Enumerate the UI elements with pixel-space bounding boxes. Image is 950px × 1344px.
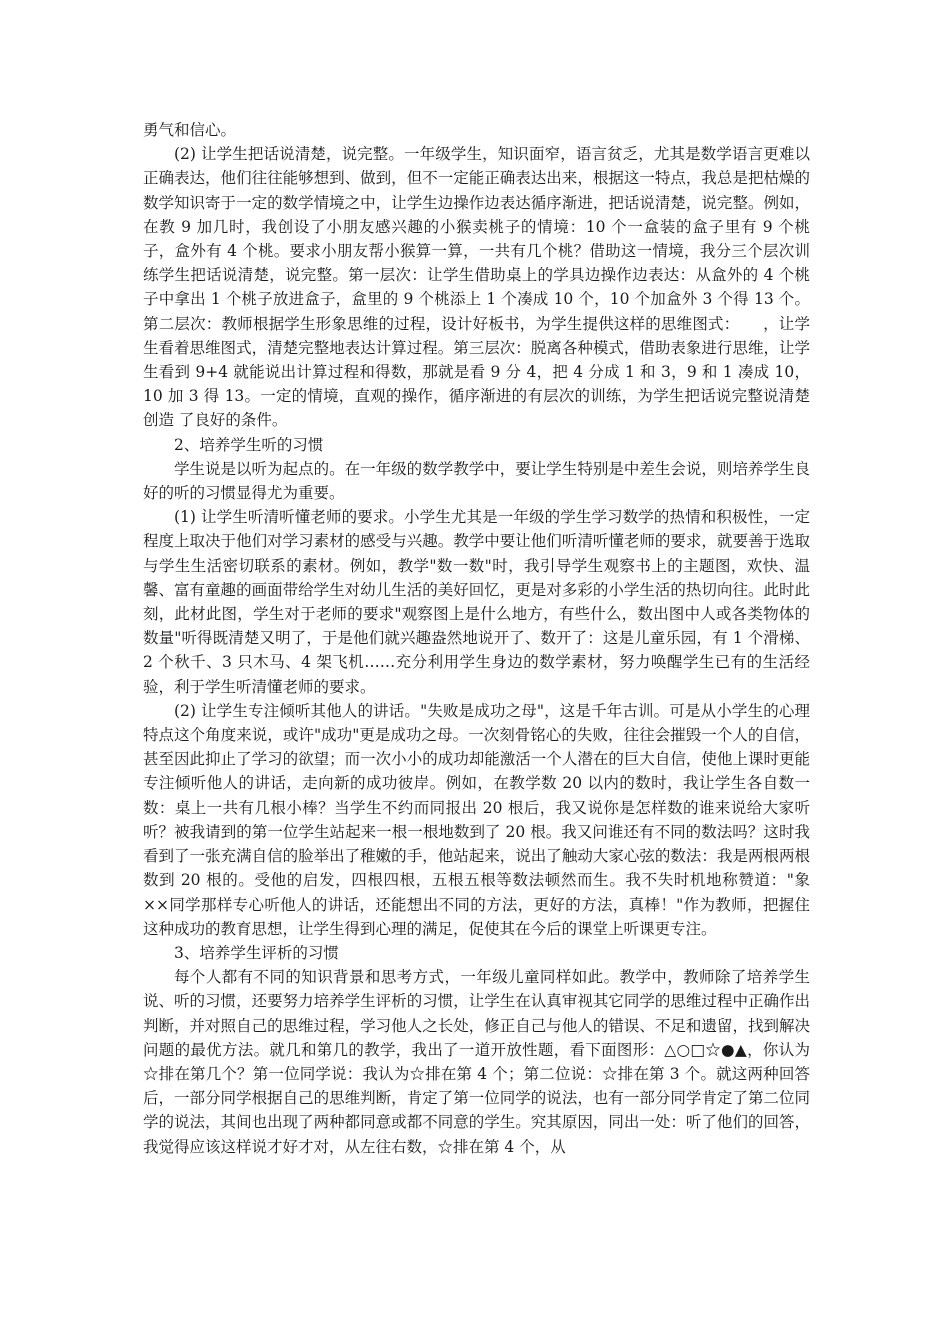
paragraph: (2) 让学生专注倾听其他人的讲话。"失败是成功之母"，这是千年古训。可是从小学生的心理特点这个角度来说，或许"成功"更是成功之母。一次刻骨铭心的失败，往往会摧毁一个人的自信，甚至因此抑止了学习的欲望；而一次小小的成功却能激活一个人潜在的巨大自信，使他上课时更能专注倾听他人的讲话，走向新的成功彼岸。例如，在教学数 20 以内的数时，我让学生各自数一数：桌上一共有几根小棒？当学生不约而同报出 20 根后，我又说你是怎样数的谁来说给大家听听？被我请到的第一位学生站起来一根一根地数到了 20 根。我又问谁还有不同的数法吗？这时我看到了一张充满自信的脸举出了稚嫩的手，他站起来，说出了触动大家心弦的数法：我是两根两根数到 20 根的。受他的启发，四根四根，五根五根等数法顿然而生。我不失时机地称赞道："象××同学那样专心听他人的讲话，还能想出不同的方法，更好的方法，真棒！"作为教师，把握住这种成功的教育思想，让学生得到心理的满足，促使其在今后的课堂上听课更专注。 <box>143 701 810 938</box>
paragraph: 学生说是以听为起点的。在一年级的数学教学中，要让学生特别是中差生会说，则培养学生良好的听的习惯显得尤为重要。 <box>143 459 810 503</box>
section-heading: 2、培养学生听的习惯 <box>174 435 324 454</box>
section-heading: 3、培养学生评析的习惯 <box>174 943 339 962</box>
paragraph: (2) 让学生把话说清楚，说完整。一年级学生，知识面窄，语言贫乏，尤其是数学语言更难以正确表达，他们往往能够想到、做到，但不一定能正确表达出来，根据这一特点，我总是把枯燥的数学知识寄于一定的数学情境之中，让学生边操作边表达循序渐进，把话说清楚，说完整。例如，在教 9 加几时，我创设了小朋友感兴趣的小猴卖桃子的情境：10 个一盒装的盒子里有 9 个桃子，盒外有 4 个桃。要求小朋友帮小猴算一算，一共有几个桃？借助这一情境，我分三个层次训练学生把话说清楚，说完整。第一层次：让学生借助桌上的学具边操作边表达：从盒外的 4 个桃子中拿出 1 个桃子放进盒子，盒里的 9 个桃添上 1 个凑成 10 个，10 个加盒外 3 个得 13 个。第二层次：教师根据学生形象思维的过程，设计好板书，为学生提供这样的思维图式： ，让学生看着思维图式，清楚完整地表达计算过程。第三层次：脱离各种模式，借助表象进行思维，让学生看到 9+4 就能说出计算过程和得数，那就是看 9 分 4，把 4 分成 1 和 3，9 和 1 凑成 10，10 加 3 得 13。一定的情境，直观的操作，循序渐进的有层次的训练，为学生把话说完整说清楚创造 了良好的条件。 <box>143 145 810 430</box>
paragraph: 勇气和信心。 <box>143 121 237 139</box>
document-body <box>143 118 810 1159</box>
paragraph: (1) 让学生听清听懂老师的要求。小学生尤其是一年级的学生学习数学的热情和积极性，一定程度上取决于他们对学习素材的感受与兴趣。教学中要让他们听清听懂老师的要求，就要善于选取与学生生活密切联系的素材。例如，教学"数一数"时，我引导学生观察书上的主题图，欢快、温馨、富有童趣的画面带给学生对幼儿生活的美好回忆，更是对多彩的小学生活的热切向往。此时此刻，此材此图，学生对于老师的要求"观察图上是什么地方，有些什么，数出图中人或各类物体的数量"听得既清楚又明了，于是他们就兴趣盎然地说开了、数开了：这是儿童乐园，有 1 个滑梯、2 个秋千、3 只木马、4 架飞机……充分利用学生身边的数学素材，努力唤醒学生已有的生活经验，利于学生听清懂老师的要求。 <box>143 508 810 696</box>
paragraph: 每个人都有不同的知识背景和思考方式，一年级儿童同样如此。教学中，教师除了培养学生说、听的习惯，还要努力培养学生评析的习惯，让学生在认真审视其它同学的思维过程中正确作出判断，并对照自己的思维过程，学习他人之长处，修正自己与他人的错误、不足和遗留，找到解决问题的最优方法。就几和第几的教学，我出了一道开放性题，看下面图形：△○□☆●▲，你认为☆排在第几个？第一位同学说：我认为☆排在第 4 个；第二位说：☆排在第 3 个。就这两种回答后，一部分同学根据自己的思维判断，肯定了第一位同学的说法，也有一部分同学肯定了第二位同学的说法，其间也出现了两种都同意或都不同意的学生。究其原因，同出一处：听了他们的回答，我觉得应该这样说才好才对，从左往右数，☆排在第 4 个，从 <box>143 968 810 1156</box>
